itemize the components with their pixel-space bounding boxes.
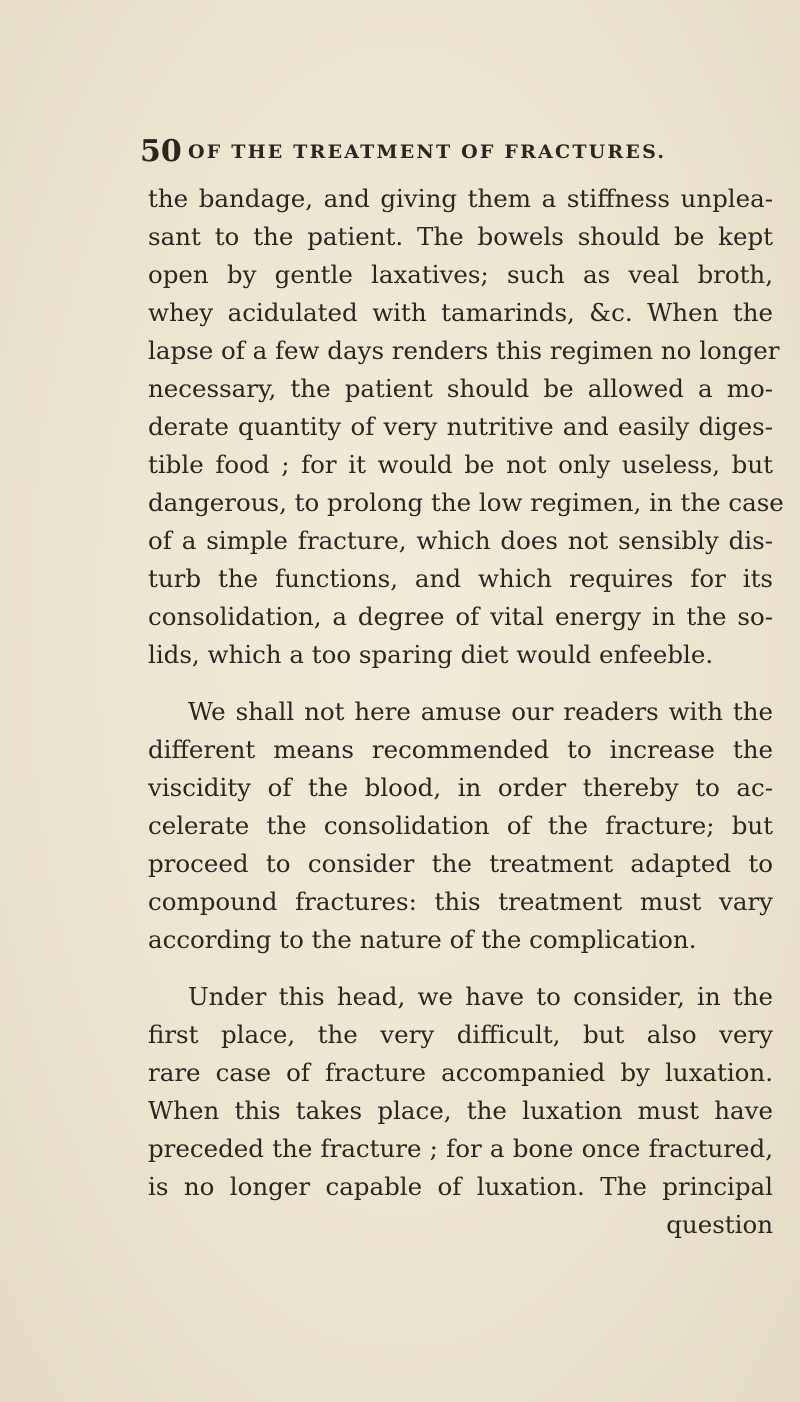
text-line: the bandage, and giving them a stiffness unplea- bbox=[148, 184, 773, 213]
paragraph-gap bbox=[148, 959, 773, 978]
text-line: consolidation, a degree of vital energy in the so- bbox=[148, 602, 773, 631]
text-line: Under this head, we have to consider, in the bbox=[188, 982, 773, 1011]
text-line: necessary, the patient should be allowed a mo- bbox=[148, 374, 773, 403]
text-line: lids, which a too sparing diet would enfeeble. bbox=[148, 640, 714, 669]
text-line: preceded the fracture ; for a bone once fractured, bbox=[148, 1134, 773, 1163]
text-line: We shall not here amuse our readers with the bbox=[188, 697, 773, 726]
text-line: When this takes place, the luxation must have bbox=[148, 1096, 773, 1125]
body-text bbox=[148, 180, 784, 1244]
page-header bbox=[140, 132, 670, 172]
paragraph-3 bbox=[148, 978, 773, 1244]
text-line: derate quantity of very nutritive and easily diges- bbox=[148, 412, 773, 441]
text-line: tible food ; for it would be not only useless, but bbox=[148, 450, 773, 479]
text-line: compound fractures: this treatment must vary bbox=[148, 887, 773, 916]
text-line: first place, the very difficult, but also very bbox=[148, 1020, 773, 1049]
text-line: turb the functions, and which requires for its bbox=[148, 564, 773, 593]
paragraph-1 bbox=[148, 180, 784, 674]
text-line: rare case of fracture accompanied by luxation. bbox=[148, 1058, 773, 1087]
text-line: celerate the consolidation of the fracture; but bbox=[148, 811, 773, 840]
catchword: question bbox=[666, 1210, 773, 1239]
paragraph-gap bbox=[148, 674, 773, 693]
text-line: lapse of a few days renders this regimen no longer bbox=[148, 336, 780, 365]
text-line: according to the nature of the complication. bbox=[148, 925, 697, 954]
text-line: viscidity of the blood, in order thereby to ac- bbox=[148, 773, 773, 802]
text-line: dangerous, to prolong the low regimen, in the case bbox=[148, 488, 784, 517]
text-line: is no longer capable of luxation. The principal bbox=[148, 1172, 773, 1201]
running-title: OF THE TREATMENT OF FRACTURES. bbox=[188, 141, 667, 163]
text-line: proceed to consider the treatment adapted to bbox=[148, 849, 773, 878]
text-line: open by gentle laxatives; such as veal broth, bbox=[148, 260, 773, 289]
page-number: 50 bbox=[140, 134, 182, 169]
text-line: different means recommended to increase the bbox=[148, 735, 773, 764]
text-line: whey acidulated with tamarinds, &c. When the bbox=[148, 298, 773, 327]
text-line: sant to the patient. The bowels should be kept bbox=[148, 222, 773, 251]
paragraph-2 bbox=[148, 693, 773, 959]
text-line: of a simple fracture, which does not sensibly dis- bbox=[148, 526, 773, 555]
